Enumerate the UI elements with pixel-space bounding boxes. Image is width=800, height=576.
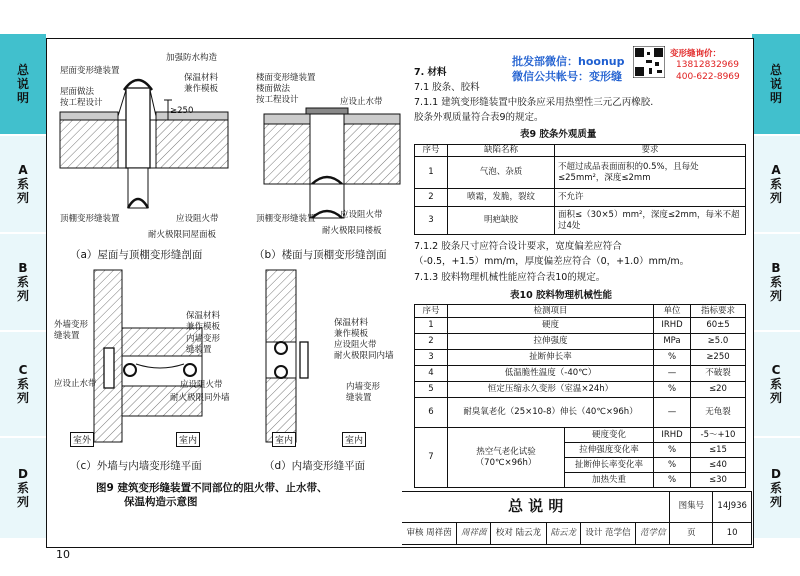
fig-c-label-9: 耐火极限同外墙 (170, 393, 230, 403)
table10-cell: 3 (415, 350, 448, 366)
right-tab-general[interactable]: 总说明 (752, 34, 800, 134)
fig-c-indoor-tag: 室内 (176, 432, 200, 447)
fig-c-label-4: 保温材料 (186, 311, 221, 321)
check-signature: 陆云龙 (546, 522, 580, 544)
table10-cell: 60±5 (691, 318, 746, 334)
table10-cell: 恒定压缩永久变形（室温×24h） (448, 382, 654, 398)
page-number: 10 (56, 548, 70, 561)
fig9-caption-line1: 图9 建筑变形缝装置不同部位的阻火带、止水带、 (96, 482, 328, 494)
fig-a-label-9: 耐火极限同屋面板 (148, 230, 217, 240)
right-tab-d[interactable]: D系列 (752, 438, 800, 538)
table9-header: 要求 (555, 145, 746, 157)
fig-d-indoor-tag-1: 室内 (272, 432, 296, 447)
table10-cell: 5 (415, 382, 448, 398)
promo-phone-1: 13812832969 (676, 60, 739, 70)
fig-d-caption: （d）内墙变形缝平面 (264, 460, 366, 472)
fig-b-label-2: 楼面做法 (256, 84, 291, 94)
table10-cell: 4 (415, 366, 448, 382)
table10-cell: MPa (654, 334, 691, 350)
fig-d-label-1: 保温材料 (334, 318, 369, 328)
table9-title: 表9 胶条外观质量 (520, 129, 597, 140)
table10-cell: % (654, 350, 691, 366)
fig-d-label-6: 缝装置 (346, 393, 372, 403)
fig-a-label-8: 应设阻火带 (176, 214, 219, 224)
fig-c-caption: （c）外墙与内墙变形缝平面 (70, 460, 202, 472)
table9-cell: 喷霜，发脆，裂纹 (448, 189, 555, 207)
fig-c-label-1: 外墙变形 (54, 320, 89, 330)
table10-cell: ≤20 (691, 382, 746, 398)
left-index-tabs (0, 0, 46, 576)
table10-cell: ≤15 (691, 443, 746, 458)
table10-cell: ≥250 (691, 350, 746, 366)
left-tab-a[interactable]: A系列 (0, 136, 46, 232)
para-7-1-1b: 胶条外观质量符合表9的规定。 (414, 112, 544, 123)
table10-header: 序号 (415, 305, 448, 318)
section-7-1-heading: 7.1 胶条、胶料 (414, 82, 480, 93)
promo-wechat: 批发部微信：hoonup (512, 55, 625, 68)
fig-a-label-6: 兼作模板 (184, 84, 219, 94)
table10-cell: 7 (415, 428, 448, 488)
table-9 (414, 144, 746, 235)
table9-header: 缺陷名称 (448, 145, 555, 157)
title-block (402, 491, 752, 545)
fig-b-label-1: 楼面变形缝装置 (256, 73, 316, 83)
fig-c-label-6: 内墙变形 (186, 334, 221, 344)
fig-a-label-1: 屋面变形缝装置 (60, 66, 120, 76)
table10-header: 指标要求 (691, 305, 746, 318)
atlas-label: 图集号 (670, 492, 713, 523)
table9-cell: 不允许 (555, 189, 746, 207)
fig-a-label-4: 加强防水构造 (166, 53, 218, 63)
fig-d-label-2: 兼作模板 (334, 329, 369, 339)
atlas-number: 14J936 (713, 492, 752, 523)
table10-cell: ≥5.0 (691, 334, 746, 350)
table10-cell: 不破裂 (691, 366, 746, 382)
fig-b-caption: （b）楼面与顶棚变形缝剖面 (254, 249, 387, 261)
fig-c-label-8: 应设阻火带 (180, 380, 223, 390)
right-tab-b[interactable]: B系列 (752, 234, 800, 330)
table-10 (414, 304, 746, 488)
section-7-heading: 7. 材料 (414, 67, 447, 78)
table10-cell: -5～+10 (691, 428, 746, 443)
table9-cell: 面积≤（30×5）mm²，深度≤2mm，每米不超过4处 (555, 207, 746, 235)
table9-cell: 明疤缺胶 (448, 207, 555, 235)
table10-cell: 拉伸强度变化率 (565, 443, 654, 458)
table10-cell: 无龟裂 (691, 398, 746, 428)
promo-phone-2: 400-622-8969 (676, 72, 740, 82)
fig-c-outdoor-tag: 室外 (70, 432, 94, 447)
table10-cell: 硬度变化 (565, 428, 654, 443)
para-7-1-1a: 7.1.1 建筑变形缝装置中胶条应采用热塑性三元乙丙橡胶. (414, 97, 654, 108)
table10-cell: 1 (415, 318, 448, 334)
check-cell: 校对 陆云龙 (491, 522, 546, 544)
right-tab-c[interactable]: C系列 (752, 332, 800, 436)
review-cell: 审核 周祥茵 (402, 522, 457, 544)
table10-cell: — (654, 366, 691, 382)
fig-b-label-7: 耐火极限同楼板 (322, 226, 382, 236)
fig-c-label-7: 缝装置 (186, 345, 212, 355)
table10-cell: % (654, 443, 691, 458)
para-7-1-3: 7.1.3 胶料物理机械性能应符合表10的规定。 (414, 272, 606, 283)
table10-header: 单位 (654, 305, 691, 318)
table9-cell: 1 (415, 157, 448, 189)
review-signature: 周祥茵 (457, 522, 491, 544)
table10-cell: 拉伸强度 (448, 334, 654, 350)
fig-b-label-3: 按工程设计 (256, 95, 299, 105)
fig-a-label-3: 按工程设计 (60, 98, 103, 108)
table10-cell: 耐臭氧老化（25×10-8）伸长（40℃×96h） (448, 398, 654, 428)
table10-cell: 6 (415, 398, 448, 428)
fig-b-label-6: 应设阻火带 (340, 210, 383, 220)
table9-cell: 2 (415, 189, 448, 207)
fig-d-indoor-tag-2: 室内 (342, 432, 366, 447)
promo-account: 微信公共帐号：变形缝 (512, 70, 622, 83)
table10-cell: 2 (415, 334, 448, 350)
fig-c-drawing (90, 268, 220, 448)
table10-cell: 热空气老化试验（70℃×96h） (448, 428, 565, 488)
table10-cell: 扯断伸长率变化率 (565, 458, 654, 473)
fig-a-caption: （a）屋面与顶棚变形缝剖面 (70, 249, 203, 261)
para-7-1-2a: 7.1.2 胶条尺寸应符合设计要求，宽度偏差应符合 (414, 241, 622, 252)
table9-cell: 不超过成品表面面积的0.5%，且每处≤25mm²，深度≤2mm (555, 157, 746, 189)
table10-cell: % (654, 458, 691, 473)
fig-a-label-2: 屋面做法 (60, 87, 95, 97)
table10-cell: IRHD (654, 428, 691, 443)
fig-a-label-7: 顶棚变形缝装置 (60, 214, 120, 224)
table10-cell: 低温脆性温度（-40℃） (448, 366, 654, 382)
fig-a-dimension: ≥250 (170, 106, 194, 116)
table10-cell: % (654, 382, 691, 398)
fig-c-label-2: 缝装置 (54, 331, 80, 341)
design-cell: 设计 范学信 (580, 522, 635, 544)
fig-b-label-5: 顶棚变形缝装置 (256, 214, 316, 224)
table10-title: 表10 胶料物理机械性能 (510, 290, 613, 301)
table10-cell: ≤30 (691, 473, 746, 488)
table10-cell: ≤40 (691, 458, 746, 473)
left-tab-general[interactable]: 总说明 (0, 34, 46, 134)
promo-ad-title: 变形缝询价： (670, 49, 722, 59)
left-tab-d[interactable]: D系列 (0, 438, 46, 538)
fig-b-label-4: 应设止水带 (340, 97, 383, 107)
right-tab-a[interactable]: A系列 (752, 136, 800, 232)
table10-cell: 扯断伸长率 (448, 350, 654, 366)
fig9-caption-line2: 保温构造示意图 (124, 496, 198, 508)
table10-cell: % (654, 473, 691, 488)
table10-cell: — (654, 398, 691, 428)
table10-cell: IRHD (654, 318, 691, 334)
qr-code-icon (633, 46, 665, 78)
page-label: 页 (670, 522, 713, 544)
fig-d-label-3: 应设阻火带 (334, 340, 377, 350)
left-tab-c[interactable]: C系列 (0, 332, 46, 436)
table9-cell: 3 (415, 207, 448, 235)
fig-d-label-4: 耐火极限同内墙 (334, 351, 394, 361)
left-tab-b[interactable]: B系列 (0, 234, 46, 330)
fig-d-label-5: 内墙变形 (346, 382, 381, 392)
table10-cell: 加热失重 (565, 473, 654, 488)
table10-cell: 硬度 (448, 318, 654, 334)
para-7-1-2b: （-0.5，+1.5）mm/m，厚度偏差应符合（0，+1.0）mm/m。 (414, 256, 690, 267)
right-index-tabs (752, 0, 800, 576)
drawing-title: 总 说 明 (402, 492, 670, 523)
table10-header: 检测项目 (448, 305, 654, 318)
page-number-cell: 10 (713, 522, 752, 544)
design-signature: 范学信 (636, 522, 670, 544)
fig-a-label-5: 保温材料 (184, 73, 219, 83)
table9-cell: 气泡、杂质 (448, 157, 555, 189)
fig-c-label-3: 应设止水带 (54, 379, 97, 389)
fig-c-label-5: 兼作模板 (186, 322, 221, 332)
table9-header: 序号 (415, 145, 448, 157)
